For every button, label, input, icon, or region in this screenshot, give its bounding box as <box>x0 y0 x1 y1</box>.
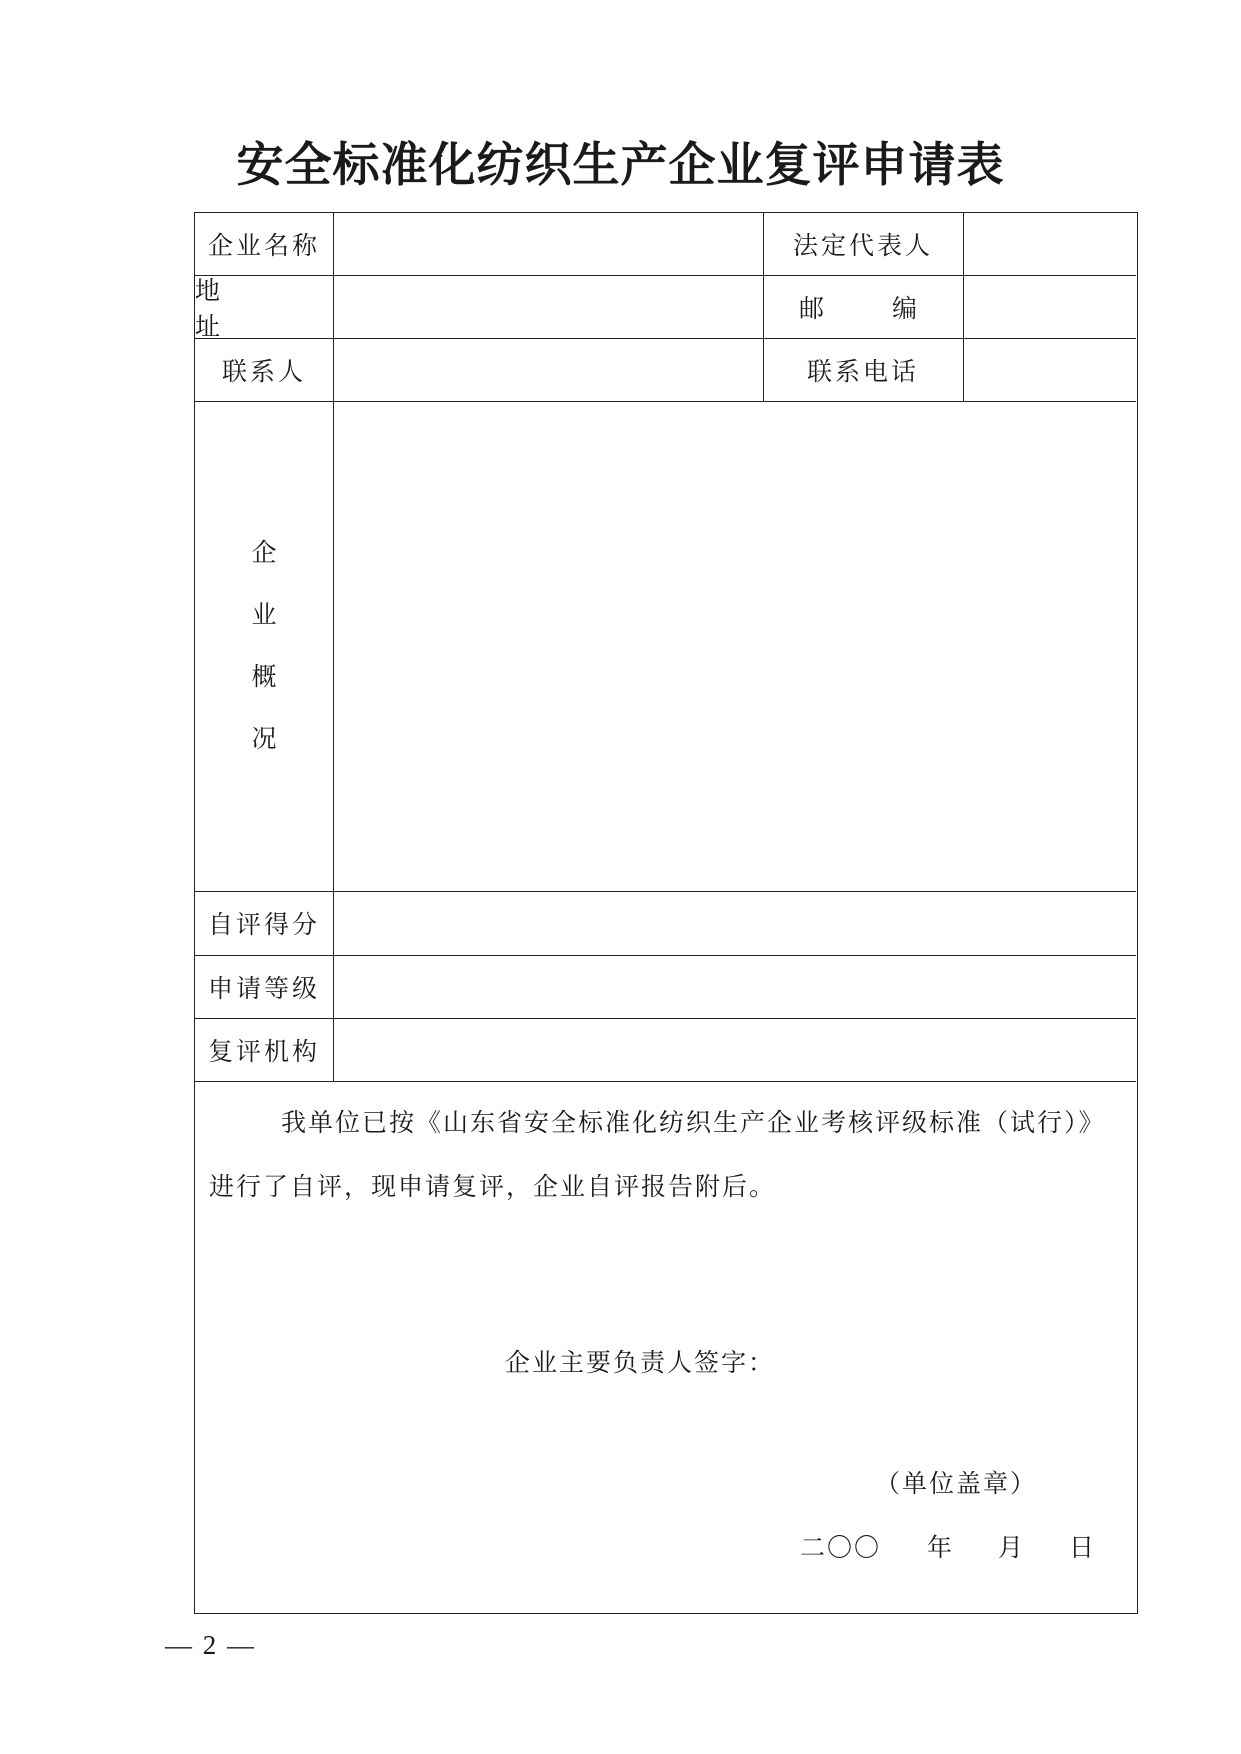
company-name-field[interactable] <box>335 215 761 273</box>
row-divider <box>195 1081 1136 1082</box>
label-postcode: 邮 编 <box>799 293 947 323</box>
apply-level-field[interactable] <box>335 957 1135 1016</box>
declaration-line-1: 我单位已按《山东省安全标准化纺织生产企业考核评级标准（试行）》 <box>281 1108 1106 1137</box>
form-title: 安全标准化纺织生产企业复评申请表 <box>236 138 1005 193</box>
row-divider <box>195 1018 1136 1019</box>
contact-phone-field[interactable] <box>965 340 1135 399</box>
date-month-label: 月 <box>998 1533 1026 1562</box>
postcode-field[interactable] <box>965 277 1135 336</box>
overview-char: 况 <box>251 724 277 753</box>
date-day-label: 日 <box>1069 1533 1097 1562</box>
overview-char: 业 <box>251 600 277 629</box>
declaration-text <box>209 1091 1124 1219</box>
label-legal-representative: 法定代表人 <box>792 231 933 260</box>
column-divider <box>963 213 964 401</box>
signature-label: 企业主要负责人签字： <box>505 1348 776 1377</box>
row-divider <box>195 338 1136 339</box>
page-number: — 2 — <box>165 1630 256 1660</box>
review-organization-field[interactable] <box>335 1020 1135 1079</box>
label-company-overview <box>195 401 333 891</box>
row-divider <box>195 891 1136 892</box>
label-contact-phone: 联系电话 <box>806 356 919 386</box>
row-divider <box>195 955 1136 956</box>
application-form <box>194 212 1138 1614</box>
self-score-field[interactable] <box>335 893 1135 953</box>
label-contact-person: 联系人 <box>221 356 306 386</box>
label-self-score: 自评得分 <box>207 910 320 939</box>
label-address: 地 址 <box>195 275 251 341</box>
label-apply-level: 申请等级 <box>207 973 320 1003</box>
date-year-label: 年 <box>927 1533 955 1562</box>
address-field[interactable] <box>335 277 761 336</box>
label-review-organization: 复评机构 <box>207 1036 320 1066</box>
column-divider <box>333 213 334 1081</box>
seal-label: （单位盖章） <box>875 1469 1038 1498</box>
label-company-name: 企业名称 <box>207 231 320 260</box>
signature-field[interactable] <box>755 1333 1115 1383</box>
legal-representative-field[interactable] <box>965 215 1135 273</box>
row-divider <box>195 401 1136 402</box>
overview-char: 企 <box>251 538 277 567</box>
overview-char: 概 <box>251 662 277 691</box>
row-divider <box>195 275 1136 276</box>
date-line <box>800 1528 1096 1564</box>
company-overview-field[interactable] <box>335 403 1135 889</box>
date-prefix: 二〇〇 <box>800 1533 882 1562</box>
contact-person-field[interactable] <box>335 340 761 399</box>
declaration-line-2: 进行了自评，现申请复评，企业自评报告附后。 <box>209 1172 777 1201</box>
